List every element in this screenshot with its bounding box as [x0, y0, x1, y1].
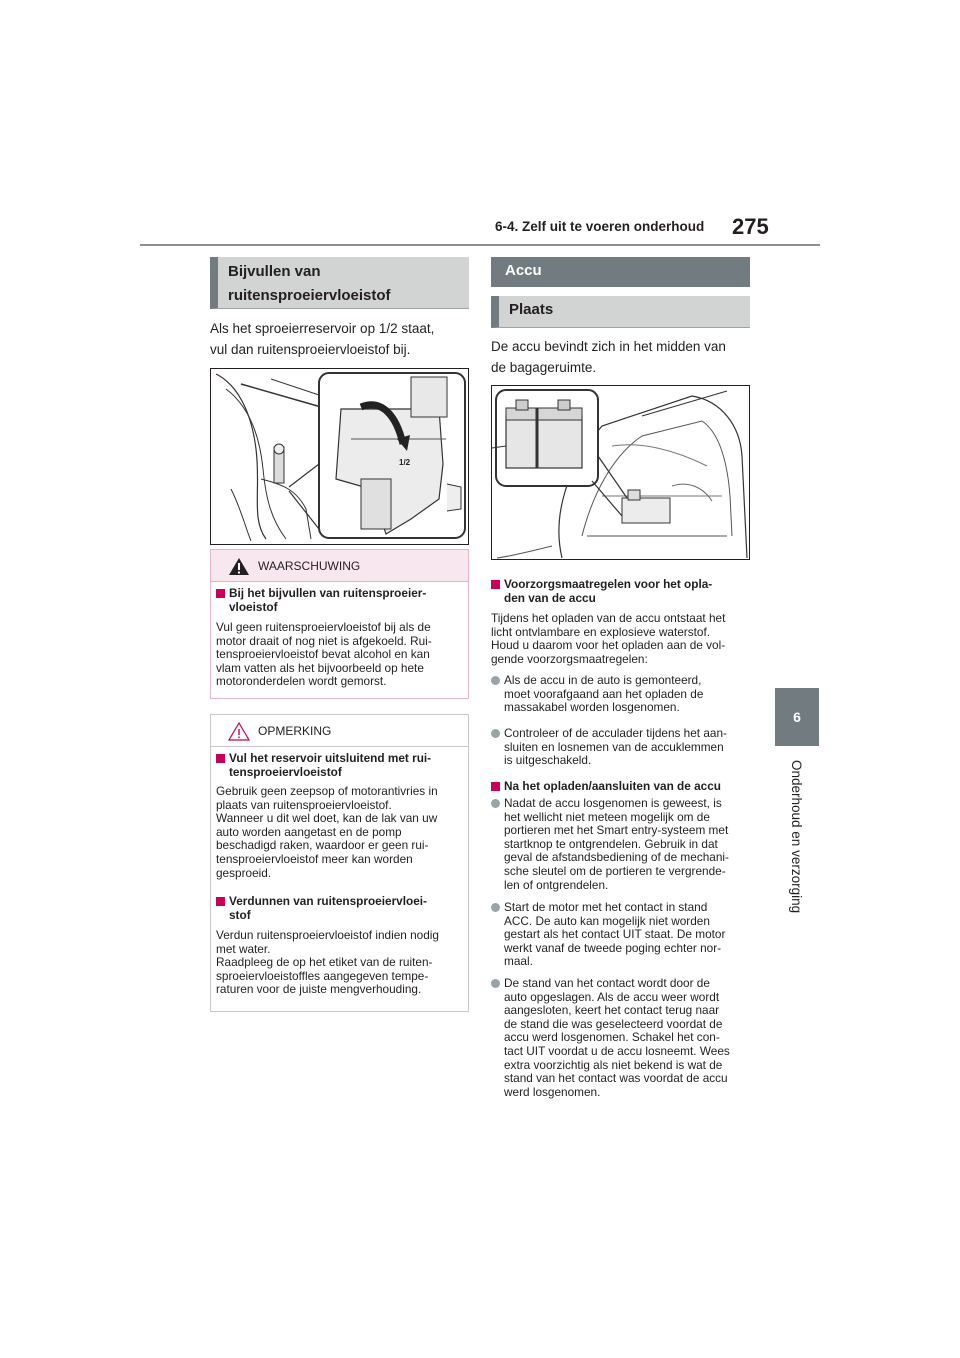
- bullet-line: is uitgeschakeld.: [504, 753, 592, 768]
- heading-accu: Accu: [491, 257, 750, 287]
- precaution-bullet: [491, 674, 751, 715]
- precautions-title: [491, 578, 751, 605]
- bullet-line: auto opgeslagen. Als de accu weer wordt: [504, 989, 720, 1004]
- round-bullet-icon: [491, 799, 500, 808]
- intro-line: vul dan ruitensproeiervloeistof bij.: [210, 342, 411, 357]
- precautions-line: Tijdens het opladen van de accu ontstaat het: [491, 611, 726, 625]
- warning-title: [216, 587, 466, 614]
- bullet-line: Als de accu in de auto is gemonteerd,: [504, 673, 702, 687]
- bullet-line: aangesloten, keert het contact terug naar: [504, 1003, 720, 1018]
- accu-intro: [491, 336, 749, 378]
- square-bullet-icon: [216, 589, 225, 598]
- notice-line: sproeiervloeistoffles aangegeven tempe-: [216, 968, 429, 983]
- notice-line: auto worden aangetast en de pomp: [216, 824, 402, 839]
- notice-line: raturen voor de juiste mengverhouding.: [216, 982, 422, 997]
- bullet-line: len of ontgrendelen.: [504, 877, 609, 892]
- bullet-line: extra voorzichtig als niet bekend is wat de: [504, 1057, 723, 1072]
- square-bullet-icon: [491, 782, 500, 791]
- warning-line: tensproeiervloeistof bevat alcohol en kan: [216, 647, 430, 662]
- round-bullet-icon: [491, 676, 500, 685]
- notice-line: beschadigd raken, waardoor er geen rui-: [216, 838, 429, 853]
- precautions-title-line: den van de accu: [504, 590, 596, 605]
- precautions-line: gende voorzorgsmaatregelen:: [491, 651, 648, 666]
- battery-location-figure: [491, 385, 750, 560]
- heading-line-1: Bijvullen van: [228, 263, 321, 280]
- bullet-line: ACC. De auto kan mogelijk niet worden: [504, 913, 710, 928]
- chapter-side-label: [786, 760, 810, 930]
- round-bullet-icon: [491, 903, 500, 912]
- page-number: 275: [732, 214, 769, 239]
- notice-line: Raadpleeg de op het etiket van de ruiten-: [216, 955, 433, 970]
- after-charging-title-text: Na het opladen/aansluiten van de accu: [504, 779, 721, 793]
- bullet-line: de stand die was geselecteerd voordat de: [504, 1016, 723, 1031]
- bullet-line: Nadat de accu losgenomen is geweest, is: [504, 796, 722, 810]
- notice-item2-text: [216, 929, 466, 997]
- after-charging-bullet: [491, 797, 751, 892]
- bullet-line: moet voorafgaand aan het opladen de: [504, 686, 704, 701]
- after-charging-bullet: [491, 901, 751, 969]
- chapter-label-text: Onderhoud en verzorging: [789, 760, 804, 914]
- bullet-line: tact UIT voordat u de accu losneemt. Wees: [504, 1043, 730, 1058]
- warning-triangle-icon: [228, 557, 250, 576]
- precautions-title-line: Voorzorgsmaatregelen voor het opla-: [504, 577, 713, 591]
- section-header-title: 6-4. Zelf uit te voeren onderhoud: [495, 219, 705, 234]
- heading-line-2: ruitensproeiervloeistof: [228, 287, 391, 304]
- notice-line: Gebruik geen zeepsop of motorantivries in: [216, 784, 438, 798]
- bullet-line: geval de afstandsbediening of de mechani-: [504, 850, 729, 865]
- bullet-line: accu werd losgenomen. Schakel het con-: [504, 1030, 720, 1045]
- bullet-line: werd losgenomen.: [504, 1084, 601, 1099]
- warning-line: vlam vatten als het bijvoorbeeld op hete: [216, 660, 424, 675]
- bullet-line: Start de motor met het contact in stand: [504, 900, 708, 914]
- warning-line: motoronderdelen wordt gemorst.: [216, 674, 387, 689]
- notice-box: [210, 714, 469, 1012]
- notice-line: gesproeid.: [216, 865, 272, 880]
- washer-reservoir-figure: [210, 368, 469, 545]
- round-bullet-icon: [491, 979, 500, 988]
- bullet-line: gestart als het contact UIT staat. De motor: [504, 927, 726, 942]
- intro-line: de bagageruimte.: [491, 360, 597, 375]
- chapter-tab: 6: [775, 688, 819, 746]
- warning-box: [210, 549, 469, 699]
- notice-title-line: stof: [229, 907, 251, 922]
- bullet-line: startknop te ontgrendelen. Gebruik in dat: [504, 836, 718, 851]
- notice-label: OPMERKING: [258, 724, 332, 738]
- heading-plaats: Plaats: [491, 296, 750, 328]
- notice-item1-title: [216, 752, 466, 779]
- warning-label: WAARSCHUWING: [258, 559, 361, 573]
- round-bullet-icon: [491, 729, 500, 738]
- notice-line: tensproeiervloeistof meer kan worden: [216, 851, 413, 866]
- warning-text: [216, 621, 466, 689]
- warning-title-line: vloeistof: [229, 599, 278, 614]
- bullet-line: sluiten en losnemen van de accuklemmen: [504, 739, 724, 754]
- warning-title-line: Bij het bijvullen van ruitensproeier-: [229, 586, 427, 600]
- precautions-line: licht ontvlambare en explosieve waterstof.: [491, 624, 711, 639]
- precautions-text: [491, 612, 751, 666]
- notice-line: Verdun ruitensproeiervloeistof indien nodig: [216, 928, 439, 942]
- bullet-line: Controleer of de acculader tijdens het aan-: [504, 726, 727, 740]
- square-bullet-icon: [491, 580, 500, 589]
- notice-line: plaats van ruitensproeiervloeistof.: [216, 797, 392, 812]
- intro-line: Als het sproeierreservoir op 1/2 staat,: [210, 321, 435, 336]
- notice-title-line: Verdunnen van ruitensproeiervloei-: [229, 894, 427, 908]
- warning-header: [211, 550, 468, 582]
- notice-title-line: Vul het reservoir uitsluitend met rui-: [229, 751, 432, 765]
- notice-title-line: tensproeiervloeistof: [229, 764, 342, 779]
- bullet-line: De stand van het contact wordt door de: [504, 976, 710, 990]
- notice-item1-text: [216, 785, 466, 880]
- precautions-line: Houd u daarom voor het opladen aan de vol-: [491, 638, 726, 653]
- bullet-line: portieren met het Smart entry-systeem met: [504, 823, 729, 838]
- header-divider: [140, 244, 820, 246]
- intro-line: De accu bevindt zich in het midden van: [491, 339, 726, 354]
- washer-intro: [210, 318, 468, 360]
- notice-line: met water.: [216, 941, 271, 956]
- after-charging-title: [491, 780, 751, 794]
- notice-triangle-icon: [228, 722, 250, 741]
- notice-item2-title: [216, 895, 466, 922]
- bullet-line: massakabel worden losgenomen.: [504, 700, 680, 715]
- bullet-line: sche sleutel om de portieren te vergrende-: [504, 863, 726, 878]
- warning-line: motor draait of nog niet is afgekoeld. Rui-: [216, 633, 432, 648]
- precaution-bullet: [491, 727, 751, 768]
- notice-line: Wanneer u dit wel doet, kan de lak van uw: [216, 811, 438, 826]
- battery-location-illustration: [492, 386, 749, 559]
- half-level-mark: 1/2: [399, 458, 411, 467]
- notice-header: [211, 715, 468, 747]
- bullet-line: het wellicht niet meteen mogelijk om de: [504, 809, 710, 824]
- warning-line: Vul geen ruitensproeiervloeistof bij als de: [216, 620, 431, 634]
- bullet-line: werkt vanaf de tweede poging echter nor-: [504, 940, 722, 955]
- bullet-line: maal.: [504, 954, 533, 969]
- heading-washer-fluid: [210, 257, 469, 309]
- after-charging-bullet: [491, 977, 751, 1099]
- square-bullet-icon: [216, 897, 225, 906]
- washer-reservoir-illustration: [211, 369, 468, 544]
- square-bullet-icon: [216, 754, 225, 763]
- bullet-line: stand van het contact was voordat de accu: [504, 1071, 728, 1086]
